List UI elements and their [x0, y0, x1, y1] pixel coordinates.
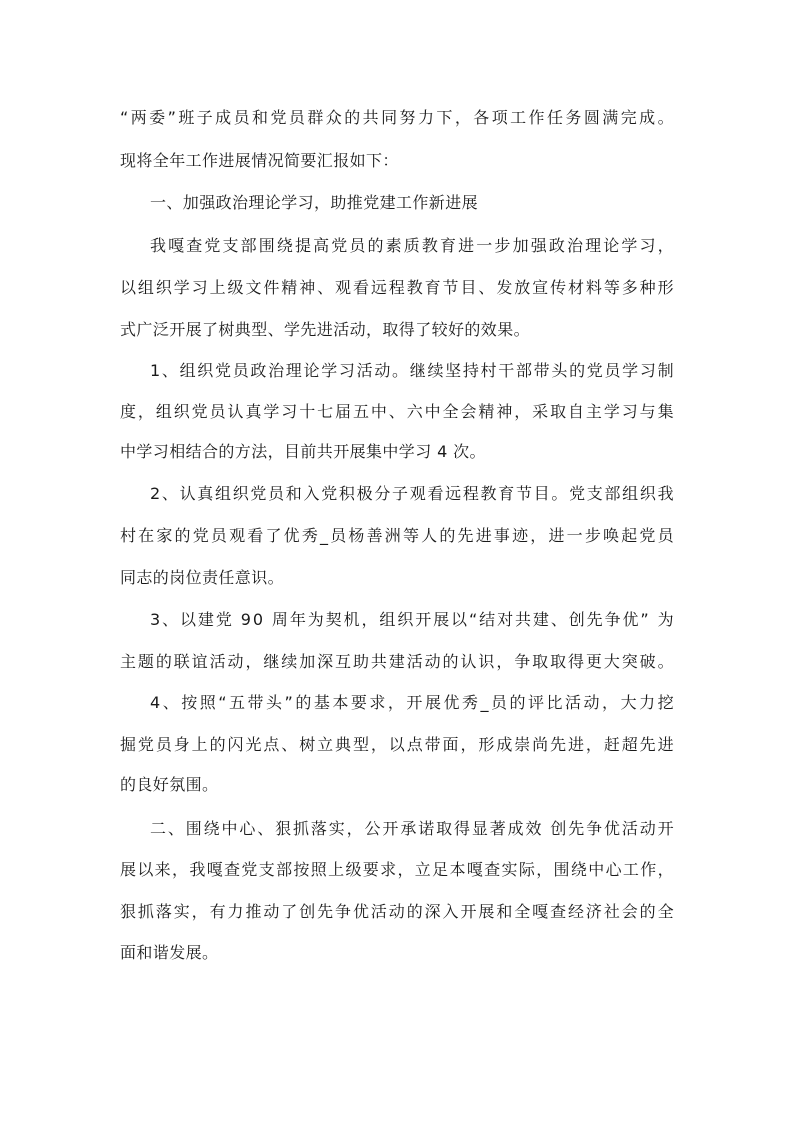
text-line: 4、按照“五带头”的基本要求，开展优秀_员的评比活动，大力挖: [150, 693, 677, 712]
text-line: 式广泛开展了树典型、学先进活动，取得了较好的效果。: [120, 320, 531, 339]
text-line: 度，组织党员认真学习十七届五中、六中全会精神，采取自主学习与集: [120, 402, 676, 421]
text-line: 1、组织党员政治理论学习活动。继续坚持村干部带头的党员学习制: [150, 361, 676, 380]
text-line: 现将全年工作进展情况简要汇报如下：: [120, 151, 399, 170]
text-line: 3、以建党 90 周年为契机，组织开展以“结对共建、创先争优” 为: [150, 610, 676, 629]
text-line: 的良好氛围。: [120, 775, 219, 794]
section-heading: 一、加强政治理论学习，助推党建工作新进展: [150, 193, 479, 212]
text-line: “两委”班子成员和党员群众的共同努力下，各项工作任务圆满完成。: [120, 108, 677, 127]
text-line: 掘党员身上的闪光点、树立典型，以点带面，形成崇尚先进，赶超先进: [120, 735, 676, 754]
text-line: 村在家的党员观看了优秀_员杨善洲等人的先进事迹，进一步唤起党员: [120, 526, 676, 545]
text-line: 同志的岗位责任意识。: [120, 568, 285, 587]
text-line: 以组织学习上级文件精神、观看远程教育节目、发放宣传材料等多种形: [120, 278, 676, 297]
section-heading: 二、围绕中心、狠抓落实，公开承诺取得显著成效 创先争优活动开: [150, 819, 676, 838]
text-line: 主题的联谊活动，继续加深互助共建活动的认识，争取取得更大突破。: [120, 652, 676, 671]
text-line: 面和谐发展。: [120, 943, 219, 962]
text-line: 2、认真组织党员和入党积极分子观看远程教育节目。党支部组织我: [150, 484, 676, 503]
text-line: 展以来，我嘎查党支部按照上级要求，立足本嘎查实际，围绕中心工作，: [120, 860, 675, 879]
text-line: 中学习相结合的方法，目前共开展集中学习 4 次。: [120, 442, 486, 461]
text-line: 我嘎查党支部围绕提高党员的素质教育进一步加强政治理论学习，: [150, 236, 676, 255]
text-line: 狠抓落实，有力推动了创先争优活动的深入开展和全嘎查经济社会的全: [120, 902, 676, 921]
